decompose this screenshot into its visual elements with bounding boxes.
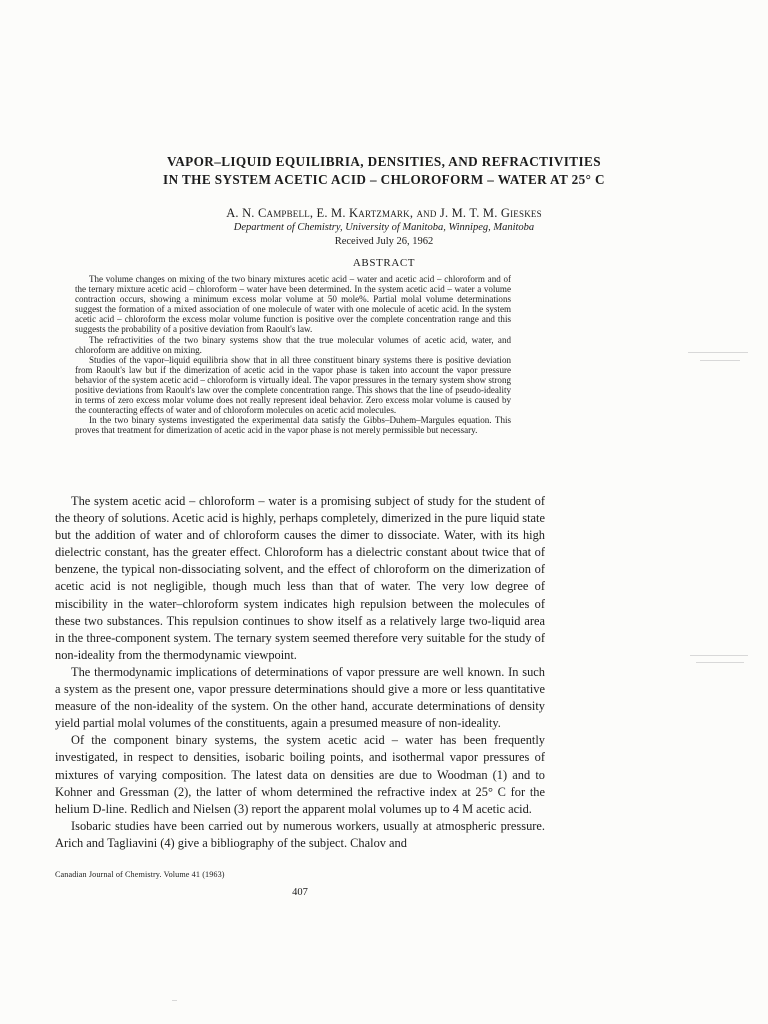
author-separator-2: , and [409, 206, 440, 220]
abstract-paragraph: Studies of the vapor–liquid equilibria show that in all three constituent binary systems there is positive deviation from Raoult's law but if the dimerization of acetic acid in the vapor phase is taken into account the vapor pressure behavior of the system acetic acid – chloroform is virtually ideal. The vapor pressures in the ternary system show strong positive deviations from Raoult's law over the complete concentration range. This shows that the line of pseudo-ideality in terms of zero excess molar volume does not really represent ideal behavior. Zero excess molar volume is caused by the counteracting effects of water and of chloroform molecules on acetic acid molecules. [75, 354, 511, 416]
abstract-body [75, 274, 511, 436]
paper-title [40, 153, 728, 189]
title-line-2: IN THE SYSTEM ACETIC ACID – CHLOROFORM – WATER AT 25° C [163, 172, 605, 187]
scan-speckle [700, 360, 740, 361]
scan-speckle [690, 655, 748, 656]
main-text [55, 493, 545, 852]
author-list [40, 206, 728, 221]
author-3-surname: Gieskes [500, 206, 542, 220]
abstract-paragraph: In the two binary systems investigated the experimental data satisfy the Gibbs–Duhem–Margules equation. This proves that treatment for dimerization of acetic acid in the vapor phase is not merely permissible but necessary. [75, 415, 511, 436]
affiliation: Department of Chemistry, University of Manitoba, Winnipeg, Manitoba [233, 222, 535, 233]
scan-speckle [172, 1000, 177, 1001]
author-1-surname: Campbell [257, 206, 310, 220]
author-3-initials: J. M. T. M. [439, 206, 501, 220]
body-paragraph: The system acetic acid – chloroform – water is a promising subject of study for the student of the theory of solutions. Acetic acid is highly, perhaps completely, dimerized in the pure liquid state but the addition of water and of chloroform causes the dimer to dissociate. Water, with its high dielectric constant, has the greater effect. Chloroform has a dielectric constant about twice that of benzene, the typical non-dissociating solvent, and the effect of chloroform on the dimerization of acetic acid is not negligible, though much less than that of water. The very low degree of miscibility in the water–chloroform system indicates high repulsion between the molecules of these two substances. This repulsion continues to show itself as a relatively large two-liquid area in the three-component system. The ternary system seemed therefore very suitable for the study of non-ideality from the thermodynamic viewpoint. [55, 494, 545, 662]
author-1-initials: A. N. [226, 206, 258, 220]
scan-speckle [696, 662, 744, 663]
scan-speckle [688, 352, 748, 353]
body-paragraph: Isobaric studies have been carried out by numerous workers, usually at atmospheric pressure. Arich and Tagliavini (4) give a bibliography of the subject. Chalov and [55, 818, 545, 850]
title-line-1: VAPOR–LIQUID EQUILIBRIA, DENSITIES, AND REFRACTIVITIES [167, 154, 601, 169]
author-separator-1: , E. M. [309, 206, 350, 220]
body-paragraph: Of the component binary systems, the system acetic acid – water has been frequently investigated, in respect to densities, isobaric boiling points, and isothermal vapor pressures of mixtures of varying composition. The latest data on densities are due to Woodman (1) and to Kohner and Gressman (2), the latter of whom determined the refractive index at 25° C for the helium D-line. Redlich and Nielsen (3) report the apparent molal volumes up to 4 M acetic acid. [55, 733, 545, 816]
abstract-paragraph: The refractivities of the two binary systems show that the true molecular volumes of acetic acid, water, and chloroform are additive on mixing. [75, 334, 511, 355]
journal-reference: Canadian Journal of Chemistry. Volume 41 (1963) [55, 870, 225, 879]
abstract-heading: ABSTRACT [352, 257, 416, 269]
page-number: 407 [292, 887, 308, 898]
received-date: Received July 26, 1962 [334, 236, 434, 247]
abstract-paragraph: The volume changes on mixing of the two binary mixtures acetic acid – water and acetic acid – chloroform and of the ternary mixture acetic acid – chloroform – water have been determined. In the system acetic acid – water a volume contraction occurs, showing a minimum excess molar volume at 50 mole%. Partial molal volume determinations suggest the formation of a mixed association of one molecule of water with one molecule of acetic acid. In the system acetic acid – chloroform the excess molar volume function is positive over the complete concentration range and this suggests the probability of a positive deviation from Raoult's law. [75, 274, 511, 335]
author-2-surname: Kartzmark [349, 206, 410, 220]
body-paragraph: The thermodynamic implications of determinations of vapor pressure are well known. In such a system as the present one, vapor pressure determinations should give a more or less quantitative measure of the non-ideality of the system. On the other hand, accurate determinations of density yield partial molal volumes of the constituents, again a presumed measure of non-ideality. [55, 664, 545, 731]
